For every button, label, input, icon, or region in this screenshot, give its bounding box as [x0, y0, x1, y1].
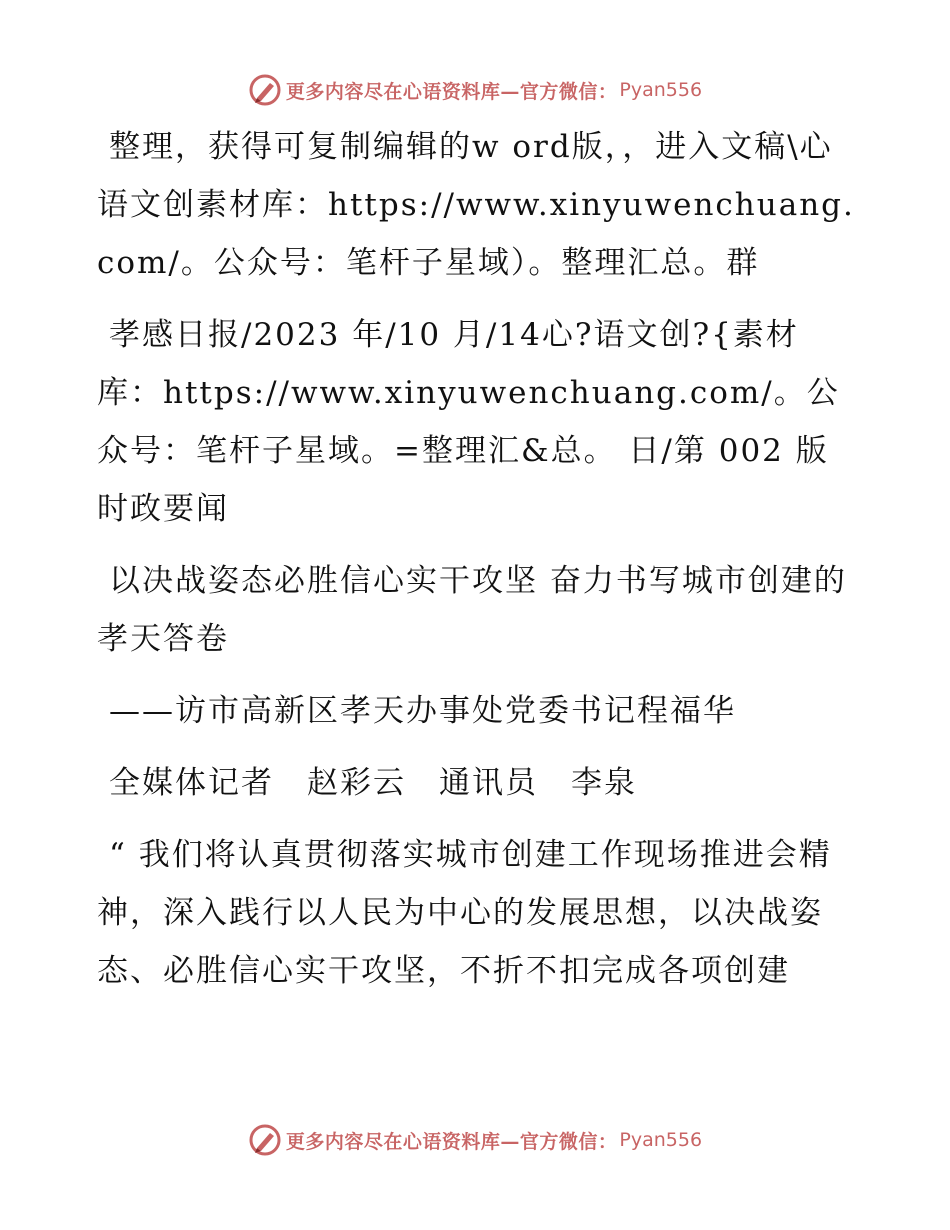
paragraph-intro: 整理，获得可复制编辑的w ord版，，进入文稿\心语文创素材库：https://www.xinyuwenchuang.com/。公众号：笔杆子星域）。整理汇总。群: [97, 129, 855, 281]
header-banner: [0, 70, 950, 110]
article-byline: 全媒体记者 赵彩云 通讯员 李泉: [109, 765, 637, 801]
document-body: [97, 118, 857, 1014]
article-subtitle: ——访市高新区孝天办事处党委书记程福华: [109, 693, 736, 729]
paragraph-source: 孝感日报/2023 年/10 月/14心?语文创?{素材库：https://www.xinyuwenchuang.com/。公众号：笔杆子星域。=整理汇&总。 日/第 002 版时政要闻: [97, 317, 840, 527]
banner-wechat-id: Pyan556: [619, 1129, 703, 1151]
paragraph-body: “ 我们将认真贯彻落实城市创建工作现场推进会精神，深入践行以人民为中心的发展思想，以决战姿态、必胜信心实干攻坚，不折不扣完成各项创建: [97, 837, 832, 989]
banner-wechat-id: Pyan556: [619, 79, 703, 101]
banner-text: 更多内容尽在心语资料库—官方微信：: [285, 1130, 618, 1153]
banner-text: 更多内容尽在心语资料库—官方微信：: [285, 80, 618, 103]
pen-logo-icon: [248, 1123, 282, 1157]
pen-logo-icon: [248, 73, 282, 107]
footer-banner: [0, 1120, 950, 1160]
article-title: 以决战姿态必胜信心实干攻坚 奋力书写城市创建的孝天答卷: [97, 563, 847, 657]
